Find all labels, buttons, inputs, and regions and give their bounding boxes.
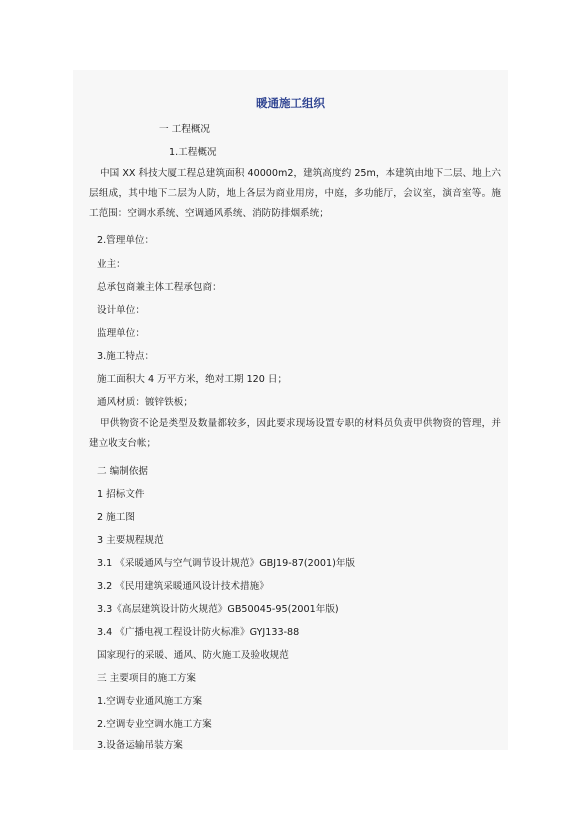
owner-supplied-materials-paragraph: 甲供物资不论是类型及数量都较多，因此要求现场设置专职的材料员负责甲供物资的管理，并建立收支台帐；: [89, 418, 501, 449]
label-supervision-unit: 监理单位：: [97, 328, 145, 339]
item-project-overview: 1.工程概况: [169, 147, 217, 158]
basis-item-tender-documents: 1 招标文件: [97, 489, 145, 500]
spec-item-3-2: 3.2 《民用建筑采暖通风设计技术措施》: [97, 581, 269, 592]
label-owner: 业主：: [97, 259, 126, 270]
feature-construction-area: 施工面积大 4 万平方米，绝对工期 120 日；: [97, 374, 288, 385]
section-heading-basis: 二 编制依据: [97, 466, 149, 477]
basis-item-construction-drawings: 2 施工图: [97, 512, 135, 523]
label-general-contractor: 总承包商兼主体工程承包商：: [97, 282, 222, 293]
label-design-unit: 设计单位：: [97, 305, 145, 316]
plan-item-ventilation: 1.空调专业通风施工方案: [97, 696, 203, 707]
plan-item-chilled-water: 2.空调专业空调水施工方案: [97, 719, 212, 730]
item-construction-features: 3.施工特点：: [97, 351, 155, 362]
spec-item-3-4: 3.4 《广播电视工程设计防火标准》GYJ133-88: [97, 627, 300, 638]
document-page: [73, 70, 508, 750]
document-title: 暖通施工组织: [256, 96, 325, 110]
spec-item-3-3: 3.3《高层建筑设计防火规范》GB50045-95(2001年版): [97, 604, 339, 615]
project-description-paragraph: 中国 XX 科技大厦工程总建筑面积 40000m2，建筑高度约 25m，本建筑由地下二层、地上六层组成，其中地下二层为人防，地上各层为商业用房，中庭，多功能厅，会议室，演音室等。施工范围：空调水系统、空调通风系统、消防防排烟系统；: [89, 168, 501, 219]
section-heading-construction-plans: 三 主要项目的施工方案: [97, 673, 196, 684]
basis-item-main-specifications: 3 主要规程规范: [97, 535, 164, 546]
item-management-units: 2.管理单位：: [97, 235, 155, 246]
spec-item-3-1: 3.1 《采暖通风与空气调节设计规范》GBJ19-87(2001)年版: [97, 558, 356, 569]
plan-item-equipment-hoisting: 3.设备运输吊装方案: [97, 740, 183, 751]
feature-ventilation-material: 通风材质：镀锌铁板；: [97, 397, 193, 408]
national-specifications-line: 国家现行的采暖、通风、防火施工及验收规范: [97, 650, 289, 661]
section-heading-overview: 一 工程概况: [159, 124, 211, 135]
